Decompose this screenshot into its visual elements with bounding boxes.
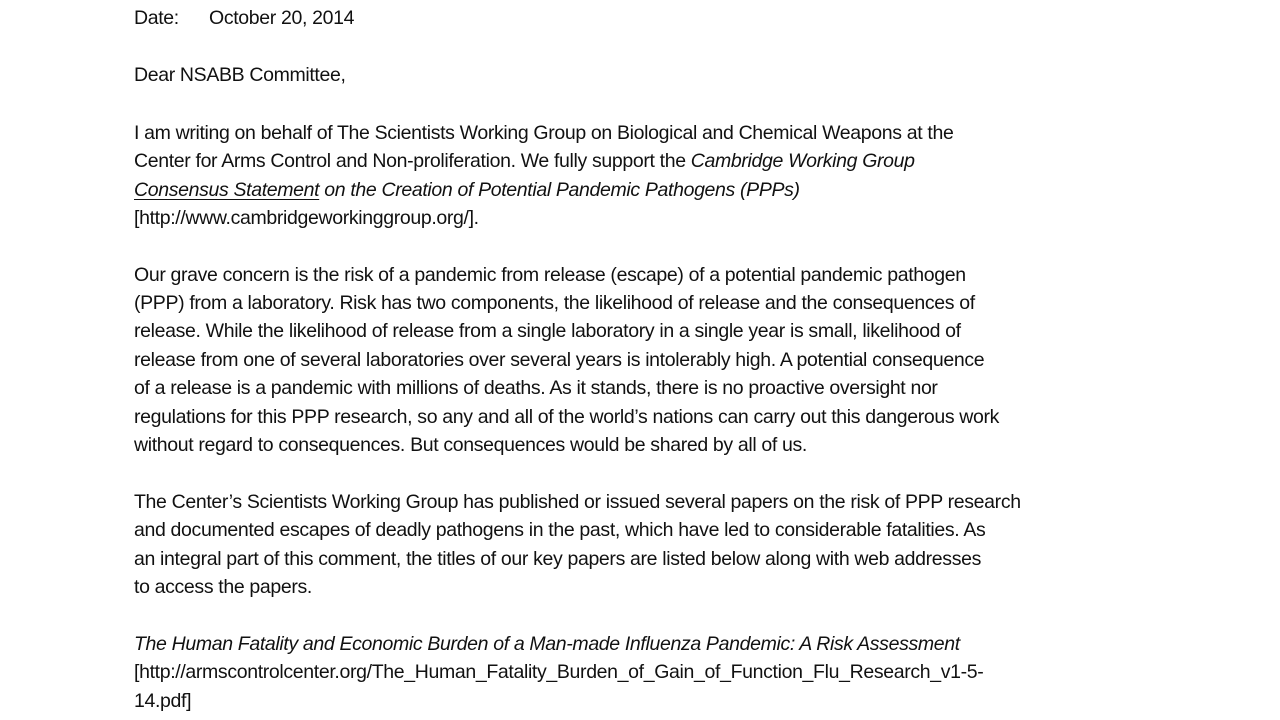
consensus-statement-subtitle: on the Creation of Potential Pandemic Pathogens (PPPs) [319, 179, 800, 201]
paragraph-3-line: The Center’s Scientists Working Group has published or issued several papers on the risk of PPP research [134, 491, 1021, 513]
paragraph-2-line: without regard to consequences. But consequences would be shared by all of us. [134, 434, 807, 456]
paragraph-2-line: Our grave concern is the risk of a pandemic from release (escape) of a potential pandemic pathogen [134, 264, 966, 286]
reference-1-title: The Human Fatality and Economic Burden of a Man-made Influenza Pandemic: A Risk Assessment [134, 633, 960, 655]
reference-1-url: [http://armscontrolcenter.org/The_Human_Fatality_Burden_of_Gain_of_Function_Flu_Research_v1-5- [134, 661, 984, 683]
date-label: Date: [134, 7, 179, 29]
paragraph-1-line-2-text: Center for Arms Control and Non-proliferation. We fully support the [134, 150, 691, 172]
paragraph-3-line: to access the papers. [134, 576, 313, 598]
salutation: Dear NSABB Committee, [134, 64, 346, 86]
paragraph-3-line: an integral part of this comment, the titles of our key papers are listed below along with web addresses [134, 548, 981, 570]
paragraph-1-line-3 [134, 178, 800, 202]
paragraph-2-line: release from one of several laboratories over several years is intolerably high. A potential consequence [134, 349, 985, 371]
reference-1-url-continued: 14.pdf] [134, 690, 192, 712]
paragraph-3-line: and documented escapes of deadly pathogens in the past, which have led to considerable fatalities. As [134, 519, 986, 541]
paragraph-1-line-2 [134, 149, 915, 173]
cambridge-url: [http://www.cambridgeworkinggroup.org/]. [134, 207, 479, 229]
date-value: October 20, 2014 [209, 7, 355, 29]
paragraph-2-line: of a release is a pandemic with millions of deaths. As it stands, there is no proactive oversight nor [134, 377, 938, 399]
paragraph-2-line: release. While the likelihood of release from a single laboratory in a single year is small, likelihood of [134, 320, 961, 342]
cambridge-working-group-title: Cambridge Working Group [690, 150, 915, 172]
paragraph-2-line: regulations for this PPP research, so any and all of the world’s nations can carry out this dangerous work [134, 406, 1000, 428]
date-line [134, 6, 354, 30]
consensus-statement-link[interactable]: Consensus Statement [134, 179, 320, 201]
paragraph-1-line-1: I am writing on behalf of The Scientists Working Group on Biological and Chemical Weapons at the [134, 122, 954, 144]
paragraph-2-line: (PPP) from a laboratory. Risk has two components, the likelihood of release and the consequences of [134, 292, 975, 314]
